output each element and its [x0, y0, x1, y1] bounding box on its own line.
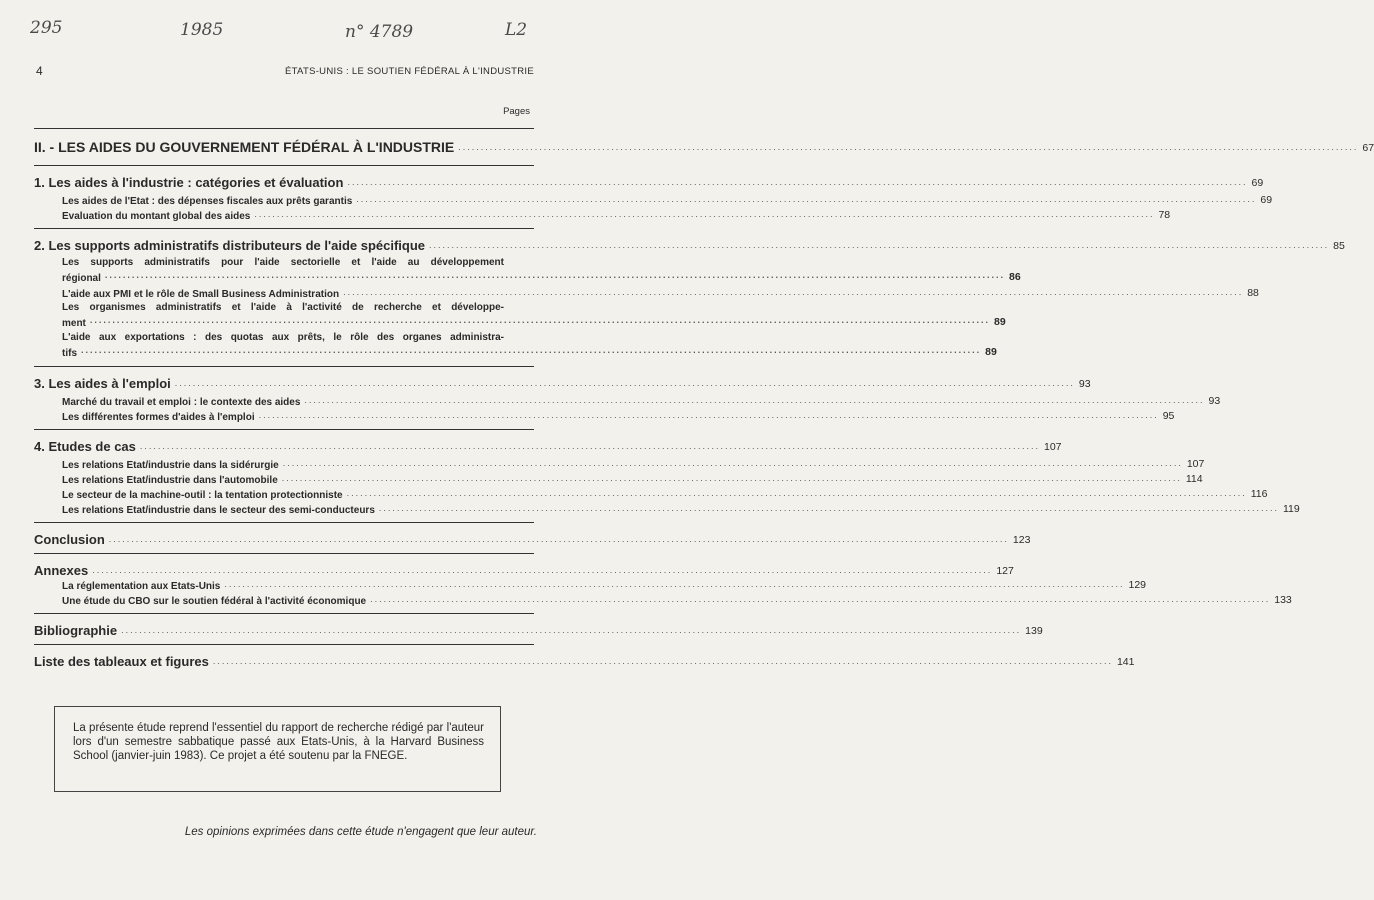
toc-entry-page: 67: [1362, 142, 1374, 154]
toc-entry-title: Les relations Etat/industrie dans l'automobile: [62, 475, 278, 486]
toc-entry-page: 114: [1185, 473, 1203, 485]
leader-dots: ........................................................................................................................................................................................................: [92, 565, 993, 575]
toc-entry-page: 127: [996, 565, 1014, 577]
leader-dots: ........................................................................................................................................................................................................: [104, 270, 1006, 280]
leader-dots: ........................................................................................................................................................................................................: [378, 503, 1279, 513]
toc-entry-page: 86: [1009, 271, 1021, 283]
toc-item: [34, 256, 1021, 285]
toc-item: [34, 394, 1221, 408]
toc-entry-page: 93: [1078, 378, 1091, 390]
toc-entry-title: Les aides de l'Etat : des dépenses fiscales aux prêts garantis: [62, 196, 353, 207]
toc-entry-title: 3. Les aides à l'emploi: [34, 376, 171, 391]
toc-item: [34, 472, 1203, 486]
toc-entry-page: 88: [1247, 287, 1259, 299]
leader-dots: ........................................................................................................................................................................................................: [121, 625, 1022, 635]
leader-dots: ........................................................................................................................................................................................................: [429, 240, 1330, 250]
handwritten-year: 1985: [180, 20, 224, 40]
handwritten-number: 295: [30, 18, 63, 38]
toc-entry-page: 69: [1260, 194, 1273, 206]
toc-item: [34, 593, 1292, 607]
leader-dots: ........................................................................................................................................................................................................: [254, 209, 1155, 219]
leader-dots: ........................................................................................................................................................................................................: [458, 142, 1359, 152]
toc-item: [34, 502, 1300, 516]
toc-item: [34, 409, 1175, 423]
toc-entry-title: L'aide aux exportations : des quotas aux prêts, le rôle des organes administra-: [62, 332, 504, 343]
toc-entry-title: La réglementation aux Etats-Unis: [62, 581, 221, 592]
toc-entry-title: Une étude du CBO sur le soutien fédéral à l'activité économique: [62, 596, 367, 607]
toc-item: [34, 208, 1171, 222]
leader-dots: ........................................................................................................................................................................................................: [108, 534, 1009, 544]
toc-item: [34, 193, 1273, 207]
leader-dots: ........................................................................................................................................................................................................: [282, 458, 1183, 468]
divider: [34, 553, 534, 554]
table-of-contents: [34, 128, 1374, 669]
toc-entry-title: Bibliographie: [34, 623, 118, 638]
toc-entry-page: 95: [1162, 410, 1175, 422]
toc-entry-page: 139: [1025, 625, 1043, 637]
divider: [34, 228, 534, 229]
toc-item: [34, 331, 997, 360]
leader-dots: ........................................................................................................................................................................................................: [304, 395, 1205, 405]
disclaimer: Les opinions exprimées dans cette étude n'engagent que leur auteur.: [184, 826, 537, 838]
toc-entry-page: 133: [1274, 594, 1292, 606]
toc-entry-title: 4. Etudes de cas: [34, 439, 136, 454]
leader-dots: ........................................................................................................................................................................................................: [139, 441, 1040, 451]
divider: [34, 366, 534, 367]
leader-dots: ........................................................................................................................................................................................................: [212, 656, 1113, 666]
leader-dots: ........................................................................................................................................................................................................: [370, 594, 1271, 604]
note-text: La présente étude reprend l'essentiel du rapport de recherche rédigé par l'auteur lors d'un semestre sabbatique passé aux Etats-Unis, à la Harvard Business School (janvier-juin 1983). Ce projet a été soutenu par la FNEGE.: [73, 722, 484, 762]
divider: [34, 613, 534, 614]
toc-item: [34, 578, 1147, 592]
toc-entry-page: 78: [1158, 209, 1171, 221]
toc-liste-tableaux: [34, 651, 1135, 669]
toc-entry-title: Les différentes formes d'aides à l'emploi: [62, 412, 255, 423]
toc-chapter-2: [34, 235, 1345, 253]
toc-entry-title: 2. Les supports administratifs distributeurs de l'aide spécifique: [34, 238, 426, 253]
toc-entry-page: 89: [994, 316, 1006, 328]
divider: [34, 644, 534, 645]
toc-entry-page: 107: [1044, 441, 1062, 453]
toc-annexes: [34, 560, 1014, 578]
divider: [34, 165, 534, 166]
divider: [34, 429, 534, 430]
toc-entry-title: Annexes: [34, 563, 89, 578]
toc-entry-title: L'aide aux PMI et le rôle de Small Business Administration: [62, 289, 340, 300]
toc-entry-title: Les relations Etat/industrie dans la sidérurgie: [62, 460, 279, 471]
toc-item: [34, 487, 1268, 501]
toc-entry-title: Liste des tableaux et figures: [34, 654, 209, 669]
toc-item: [34, 301, 1006, 330]
toc-entry-page: 69: [1251, 177, 1264, 189]
leader-dots: ........................................................................................................................................................................................................: [356, 194, 1257, 204]
leader-dots: ........................................................................................................................................................................................................: [343, 287, 1244, 297]
toc-entry-page: 85: [1333, 240, 1345, 252]
divider: [34, 522, 534, 523]
leader-dots: ........................................................................................................................................................................................................: [174, 378, 1075, 388]
toc-part-ii: [34, 137, 1374, 155]
toc-entry-title-continued: régional: [62, 273, 101, 284]
pages-column-label: Pages: [503, 106, 530, 117]
page-number: 4: [36, 64, 43, 78]
leader-dots: ........................................................................................................................................................................................................: [258, 410, 1159, 420]
leader-dots: ........................................................................................................................................................................................................: [224, 579, 1125, 589]
toc-entry-page: 116: [1250, 488, 1268, 500]
leader-dots: ........................................................................................................................................................................................................: [89, 315, 991, 325]
leader-dots: ........................................................................................................................................................................................................: [81, 345, 982, 355]
toc-entry-title: Evaluation du montant global des aides: [62, 211, 251, 222]
toc-entry-page: 141: [1116, 656, 1135, 668]
divider: [34, 128, 534, 129]
toc-item: [34, 286, 1259, 300]
toc-chapter-4: [34, 436, 1062, 454]
leader-dots: ........................................................................................................................................................................................................: [346, 488, 1247, 498]
toc-entry-title: Conclusion: [34, 532, 105, 547]
toc-entry-title: Les organismes administratifs et l'aide à l'activité de recherche et développe-: [62, 302, 504, 313]
toc-entry-page: 129: [1128, 579, 1147, 591]
toc-entry-title-continued: tifs: [62, 348, 77, 359]
toc-bibliographie: [34, 620, 1043, 638]
toc-entry-title: Les relations Etat/industrie dans le secteur des semi-conducteurs: [62, 505, 375, 516]
toc-entry-title-continued: ment: [62, 318, 86, 329]
toc-entry-page: 89: [985, 346, 997, 358]
toc-entry-title: Marché du travail et emploi : le contexte des aides: [62, 397, 301, 408]
toc-entry-title: Les supports administratifs pour l'aide sectorielle et l'aide au développement: [62, 257, 504, 268]
leader-dots: ........................................................................................................................................................................................................: [281, 473, 1182, 483]
toc-entry-title: 1. Les aides à l'industrie : catégories et évaluation: [34, 175, 344, 190]
toc-entry-page: 93: [1208, 395, 1221, 407]
toc-chapter-1: [34, 172, 1264, 190]
toc-entry-title: II. - LES AIDES DU GOUVERNEMENT FÉDÉRAL À L'INDUSTRIE: [34, 139, 455, 155]
toc-entry-page: 107: [1186, 458, 1205, 470]
toc-entry-page: 119: [1283, 503, 1300, 515]
toc-item: [34, 457, 1205, 471]
handwritten-reference: n° 4789: [345, 22, 414, 42]
toc-entry-title: Le secteur de la machine-outil : la tentation protectionniste: [62, 490, 343, 501]
toc-entry-page: 123: [1012, 534, 1031, 546]
note-box: [54, 706, 501, 792]
handwritten-code: L2: [505, 20, 528, 40]
running-header: ÉTATS-UNIS : LE SOUTIEN FÉDÉRAL À L'INDUSTRIE: [285, 66, 534, 77]
toc-conclusion: [34, 529, 1031, 547]
leader-dots: ........................................................................................................................................................................................................: [347, 177, 1248, 187]
toc-chapter-3: [34, 373, 1091, 391]
